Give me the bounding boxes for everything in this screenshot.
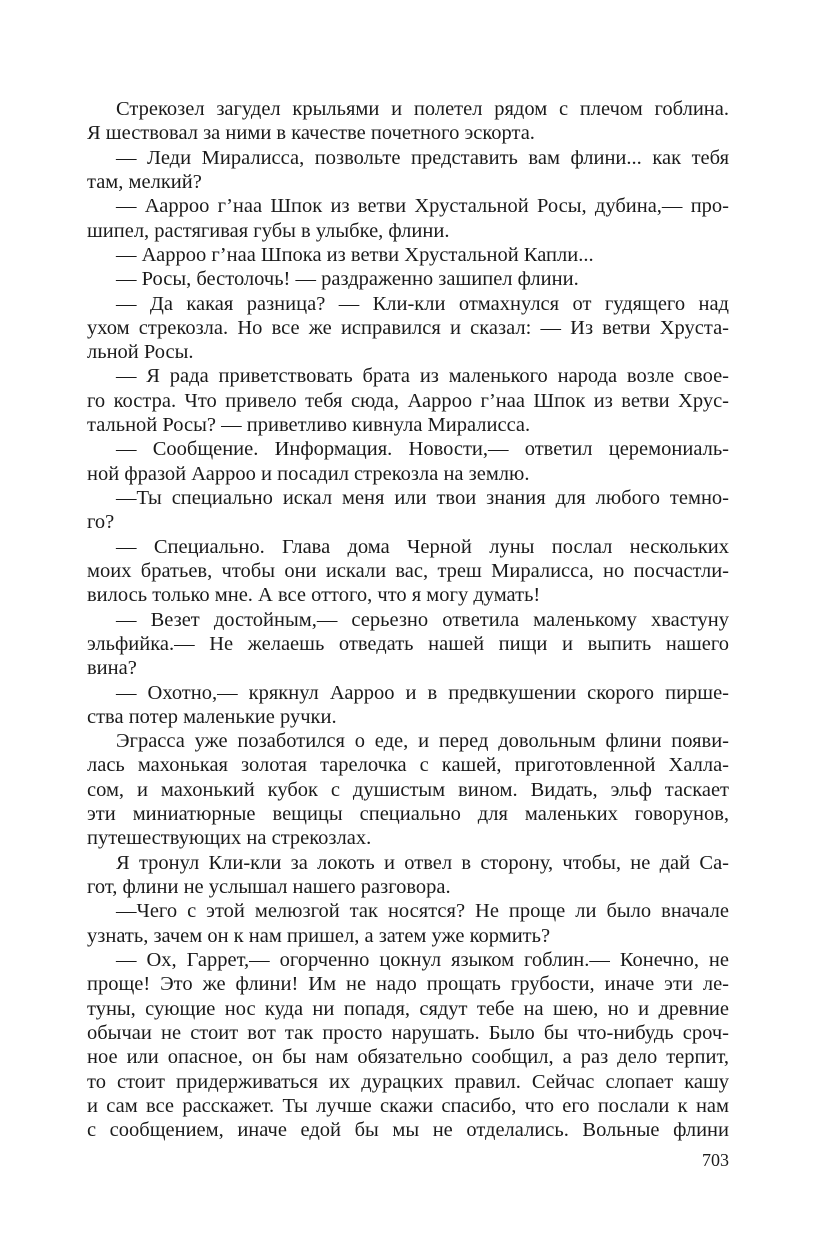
text-line: го костра. Что привело тебя сюда, Аарроо г’наа Шпок из ветви Хрус- [87,389,729,412]
text-line: эти миниатюрные вещицы специально для маленьких говорунов, [87,803,729,826]
text-line: Эграсса уже позаботился о еде, и перед довольным флини появи- [116,730,729,753]
text-line: — Охотно,— крякнул Ааррoo и в предвкушении скорого пирше- [116,681,729,704]
text-line: — Аарроо г’наа Шпок из ветви Хрустальной Росы, дубина,— про- [116,195,729,218]
text-line: моих братьев, чтобы они искали вас, треш Миралисса, но посчастли- [87,559,729,582]
text-line: шипел, растягивая губы в улыбке, флини. [87,219,450,242]
text-line: — Сообщение. Информация. Новости,— ответил церемониаль- [116,438,729,461]
body-text [87,97,729,1142]
text-line: — Да какая разница? — Кли-кли отмахнулся от гудящего над [116,292,729,315]
text-line: —Ты специально искал меня или твои знания для любого темно- [116,487,729,509]
text-line: и сам все расскажет. Ты лучше скажи спасибо, что его послали к нам [87,1094,729,1117]
text-line: Я шествовал за ними в качестве почетного эскорта. [87,122,535,145]
text-line: то стоит придерживаться их дурацких правил. Сейчас слопает кашу [87,1070,729,1093]
text-line: ной фразой Ааррoo и посадил стрекозла на землю. [87,462,530,485]
text-line: там, мелкий? [87,170,202,193]
text-line: эльфийка.— Не желаешь отведать нашей пищи и выпить нашего [87,632,729,655]
text-line: с сообщением, иначе едой бы мы не отделались. Вольные флини [87,1119,729,1142]
text-line: туны, сующие нос куда ни попадя, сядут тебе на шею, но и древние [87,997,729,1020]
text-line: тальной Росы? — приветливо кивнула Миралисса. [87,414,531,437]
text-line: обычаи не стоит вот так просто нарушать. Было бы что-нибудь сроч- [87,1021,729,1044]
text-line: гот, флини не услышал нашего разговора. [87,876,451,898]
text-line: — Росы, бестолочь! — раздраженно зашипел флини. [116,268,579,291]
page-number: 703 [702,1150,729,1170]
text-line: вина? [87,657,137,680]
text-line: проще! Это же флини! Им не надо прощать грубости, иначе эти ле- [87,973,729,996]
text-line: — Леди Миралисса, позвольте представить вам флини... как тебя [116,146,729,169]
text-line: — Я рада приветствовать брата из маленького народа возле свое- [116,365,729,388]
text-line: — Специально. Глава дома Черной луны послал нескольких [116,535,729,558]
text-line: Я тронул Кли-кли за локоть и отвел в сторону, чтобы, не дай Са- [116,851,729,874]
text-line: сом, и махонький кубок с душистым вином. Видать, эльф таскает [87,778,729,801]
text-line: ства потер маленькие ручки. [87,705,337,728]
text-line: путешествующих на стрекозлах. [87,827,372,850]
text-line: узнать, зачем он к нам пришел, а затем уже кормить? [87,924,551,947]
text-line: ухом стрекозла. Но все же исправился и сказал: — Из ветви Хруста- [87,316,729,339]
text-line: Стрекозел загудел крыльями и полетел рядом с плечом гоблина. [116,98,729,120]
text-line: ное или опасное, он бы нам обязательно сообщил, а раз дело терпит, [87,1046,729,1069]
text-line: —Чего с этой мелюзгой так носятся? Не проще ли было вначале [116,900,729,923]
text-line: вилось только мне. А все оттого, что я могу думать! [87,584,541,607]
text-line: льной Росы. [87,341,194,364]
text-line: лась махонькая золотая тарелочка с кашей, приготовленной Халла- [87,754,729,777]
text-line: — Ох, Гаррет,— огорченно цокнул языком гоблин.— Конечно, не [116,948,729,971]
text-line: — Аарроо г’наа Шпока из ветви Хрустальной Капли... [116,243,594,266]
text-line: — Везет достойным,— серьезно ответила маленькому хвастуну [116,608,729,631]
text-line: го? [87,511,115,534]
